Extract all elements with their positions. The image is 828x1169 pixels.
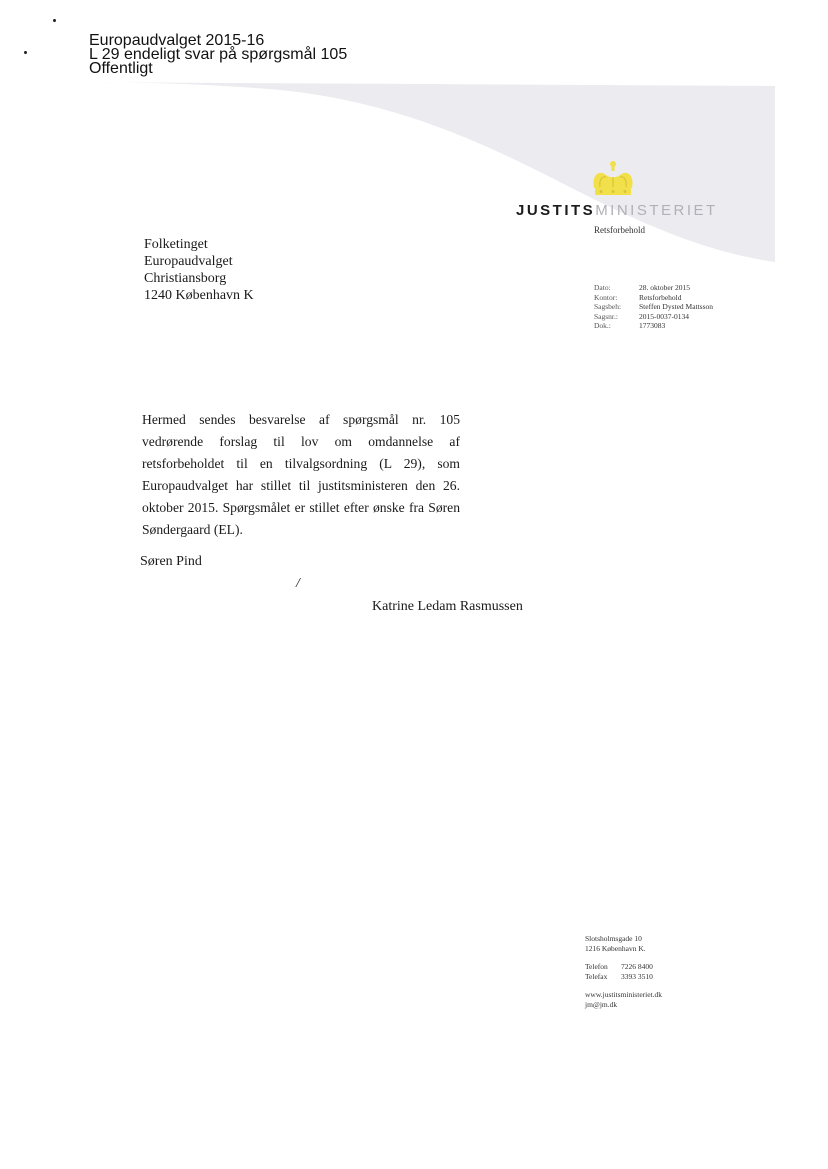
meta-row-case-number [594,312,713,322]
recipient-address [144,236,254,304]
ministry-name-bold: JUSTITS [516,202,596,219]
meta-value: 2015-0037-0134 [639,311,689,321]
recipient-line: Christiansborg [144,271,227,286]
footer-fax: 3393 3510 [621,972,653,981]
meta-label: Dok.: [594,321,611,330]
footer-fax-label: Telefax [585,972,608,981]
footer-phone-label: Telefon [585,962,608,971]
signature-official: Katrine Ledam Rasmussen [372,599,523,614]
letter-body: Hermed sendes besvarelse af spørgsmål nr. 105 vedrørende forslag til lov om omdannelse af retsforbeholdet til en tilvalgsordning (L 29), som Europaudvalget har stillet til justitsministeren den 26. oktober 2015. Spørgsmålet er stillet efter ønske fra Søren Søndergaard (EL). [142,412,460,537]
meta-label: Kontor: [594,292,618,302]
ministry-name-light: MINISTERIET [595,202,718,219]
footer-phone-row [585,962,662,972]
recipient-line: Folketinget [144,237,208,252]
signature-separator: / [296,576,300,591]
signature-minister: Søren Pind [140,554,202,569]
meta-row-date [594,283,713,293]
meta-row-caseworker [594,302,713,312]
meta-value: Steffen Dysted Mattsson [639,302,714,311]
footer-fax-row [585,972,662,982]
ministry-contact-footer [585,934,662,1010]
meta-value: 28. oktober 2015 [639,283,691,292]
meta-value: 1773083 [639,321,666,330]
footer-email: jm@jm.dk [585,1000,618,1009]
meta-label: Sagsbeh: [594,302,622,311]
meta-label: Sagsnr.: [594,311,618,321]
footer-phone: 7226 8400 [621,962,653,971]
document-stamp [89,34,347,76]
meta-row-office [594,293,713,303]
stamp-line-status: Offentligt [89,60,153,77]
letter-metadata [594,283,713,331]
footer-street: Slotsholmsgade 10 [585,934,642,943]
meta-value: Retsforbehold [639,292,682,302]
ministry-name [516,202,718,219]
recipient-line: 1240 København K [144,288,254,303]
recipient-line: Europaudvalget [144,254,233,269]
stamp-line-subject: L 29 endeligt svar på spørgsmål 105 [89,46,348,63]
ministry-department: Retsforbehold [594,225,645,235]
footer-city: 1216 København K. [585,944,646,953]
meta-label: Dato: [594,283,611,292]
crown-icon [590,160,636,198]
footer-website: www.justitsministeriet.dk [585,990,663,999]
stamp-line-committee: Europaudvalget 2015-16 [89,32,265,49]
meta-row-document [594,321,713,331]
